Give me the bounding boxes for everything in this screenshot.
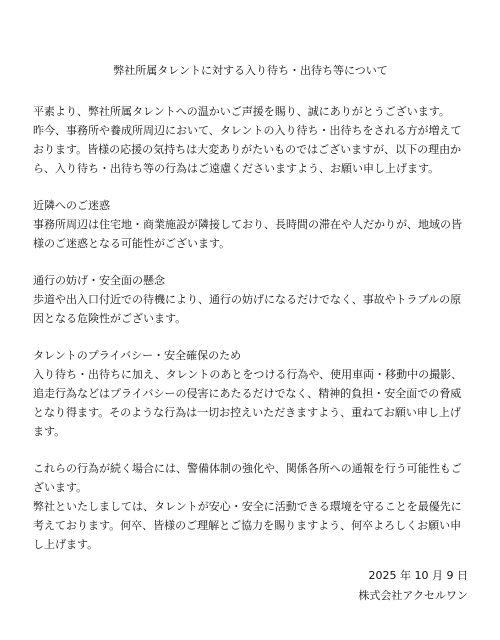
document-title: 弊社所属タレントに対する入り待ち・出待ち等について bbox=[113, 64, 388, 77]
closing-paragraph: 弊社といたしましては、タレントが安心・安全に活動できる環境を守ることを最優先に考えております。何卒、皆様のご理解とご協力を賜りますよう、何卒よろしくお願い申し上げます。 bbox=[33, 500, 462, 551]
section-safety bbox=[33, 271, 468, 328]
section-body: 歩道や出入口付近での待機により、通行の妨げになるだけでなく、事故やトラブルの原因となる危険性がございます。 bbox=[33, 293, 462, 325]
signature-block bbox=[358, 566, 468, 606]
section-heading: タレントのプライバシー・安全確保のため bbox=[33, 349, 242, 362]
section-heading: 近隣へのご迷惑 bbox=[33, 199, 110, 212]
intro-paragraph: 昨今、事務所や養成所周辺において、タレントの入り待ち・出待ちをされる方が増えております。皆様の応援の気持ちは大変ありがたいものではございますが、以下の理由から、入り待ち・出待ち等の行為はご遠慮くださいますよう、お願い申し上げます。 bbox=[33, 124, 462, 175]
section-heading: 通行の妨げ・安全面の懸念 bbox=[33, 274, 165, 287]
closing-paragraph: これらの行為が続く場合には、警備体制の強化や、関係各所への通報を行う可能性もございます。 bbox=[33, 462, 462, 494]
intro-paragraph: 平素より、弊社所属タレントへの温かいご声援を賜り、誠にありがとうございます。 bbox=[33, 105, 450, 118]
section-privacy bbox=[33, 346, 468, 441]
company-name: 株式会社アクセルワン bbox=[358, 589, 468, 602]
section-neighbors bbox=[33, 196, 468, 253]
closing-block bbox=[33, 459, 468, 554]
section-body: 入り待ち・出待ちに加え、タレントのあとをつける行為や、使用車両・移動中の撮影、追走行為などはプライバシーの侵害にあたるだけでなく、精神的負担・安全面での脅威となり得ます。そのような行為は一切お控えいただきますよう、重ねてお願い申し上げます。 bbox=[33, 368, 463, 438]
section-body: 事務所周辺は住宅地・商業施設が隣接しており、長時間の滞在や人だかりが、地域の皆様のご迷惑となる可能性がございます。 bbox=[33, 218, 462, 250]
document-date: 2025 年 10 月 9 日 bbox=[368, 569, 468, 582]
intro-block bbox=[33, 102, 468, 178]
